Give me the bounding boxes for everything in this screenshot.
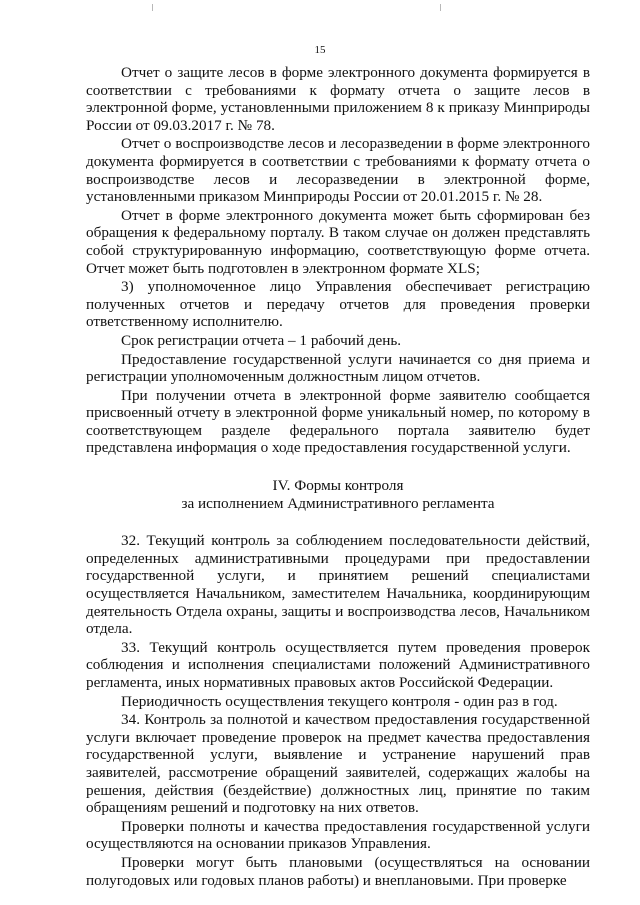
paragraph-electronic-report: Отчет в форме электронного документа может быть сформирован без обращения к федеральному порталу. В таком случае он должен представлять собой структурированную информацию, соответствующую форме отчета. Отчет может быть подготовлен в электронном формате XLS; [86, 206, 590, 277]
paragraph-34: 34. Контроль за полнотой и качеством предоставления государственной услуги включает проведение проверок на предмет качества предоставления государственной услуги, выявление и устранение нарушений прав заявителей, рассмотрение обращений заявителей, содержащих жалобы на решения, действия (бездействие) должностных лиц, принятие по таким обращениям решений и подготовку на них ответов. [86, 711, 590, 817]
paragraph-33: 33. Текущий контроль осуществляется путем проведения проверок соблюдения и исполнения специалистами положений Административного регламента, иных нормативных правовых актов Российской Федерации. [86, 638, 590, 691]
paragraph-registration-term: Срок регистрации отчета – 1 рабочий день. [121, 331, 402, 349]
paragraph-service-start: Предоставление государственной услуги начинается со дня приема и регистрации уполномоченным должностным лицом отчетов. [86, 350, 590, 386]
scan-artifact-mark [440, 4, 441, 11]
paragraph-inspection-types: Проверки могут быть плановыми (осуществляться на основании полугодовых или годовых планов работы) и внеплановыми. При проверке [86, 853, 590, 889]
paragraph-unique-number: При получении отчета в электронной форме заявителю сообщается присвоенный отчету в электронной форме уникальный номер, по которому в соответствующем разделе федерального портала заявителю будет представлена информация о ходе предоставления государственной услуги. [86, 386, 590, 457]
paragraph-32: 32. Текущий контроль за соблюдением последовательности действий, определенных административными процедурами при предоставлении государственной услуги, и принятием решений специалистами осуществляется Начальником, заместителем Начальника, координирующим деятельность Отдела охраны, защиты и воспроизводства лесов, Начальником отдела. [86, 532, 590, 638]
page-number: 15 [314, 44, 326, 56]
section-heading [86, 477, 590, 512]
section-title-line-2: за исполнением Административного регламента [181, 494, 495, 512]
paragraph-registration-step: 3) уполномоченное лицо Управления обеспечивает регистрацию полученных отчетов и передачу отчетов для проведения проверки ответственному исполнителю. [86, 278, 590, 331]
paragraph-inspection-basis: Проверки полноты и качества предоставления государственной услуги осуществляются на основании приказов Управления. [86, 817, 590, 853]
document-body [86, 64, 590, 889]
scan-artifact-mark [152, 4, 153, 11]
paragraph-control-frequency: Периодичность осуществления текущего контроля - один раз в год. [121, 692, 558, 710]
paragraph-forest-reproduction-report: Отчет о воспроизводстве лесов и лесоразведении в форме электронного документа формируется в соответствии с требованиями к формату отчета о воспроизводстве лесов и лесоразведении в электронной форме, установленными приказом Минприроды России от 20.01.2015 г. № 28. [86, 135, 590, 206]
paragraph-forest-protection-report: Отчет о защите лесов в форме электронного документа формируется в соответствии с требованиями к формату отчета о защите лесов в электронной форме, установленными приложением 8 к приказу Минприроды России от 09.03.2017 г. № 78. [86, 64, 590, 134]
section-title-line-1: IV. Формы контроля [272, 477, 404, 495]
